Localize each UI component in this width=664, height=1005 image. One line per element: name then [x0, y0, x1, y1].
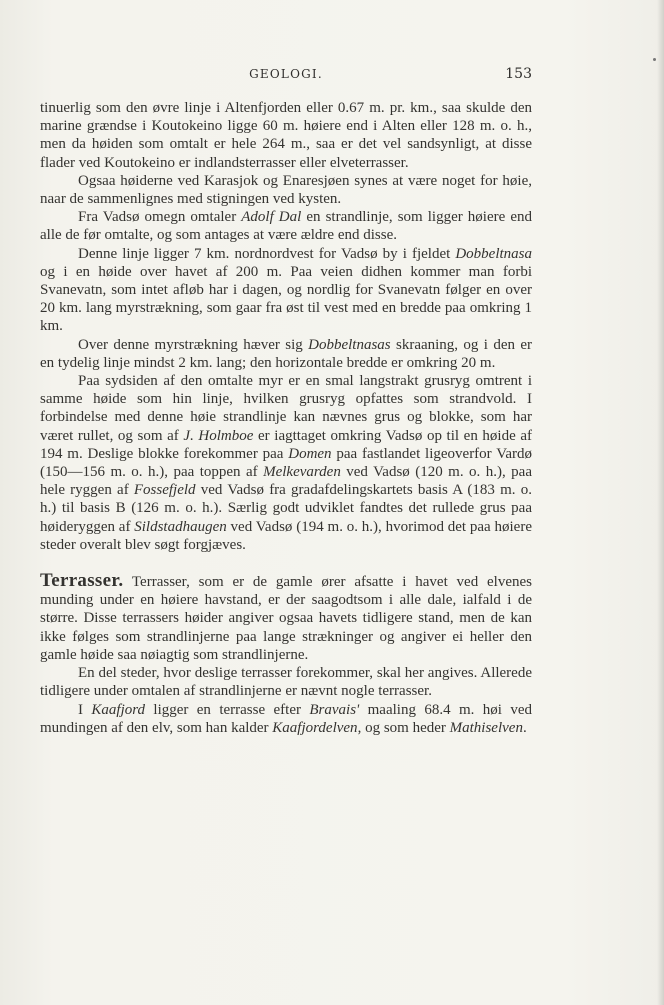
person-name: J. Holmboe [183, 427, 254, 444]
scan-speck [653, 58, 656, 61]
place-name: Sildstadhaugen [134, 518, 227, 535]
person-name: Adolf Dal [241, 209, 302, 226]
paragraph-continuation: tinuerlig som den øvre linje i Altenfjorden eller 0.67 m. pr. km., saa skulde den marine grændse i Koutokeino ligge 60 m. høiere end i Alten eller 128 m. o. h., men da høiden som omtalt er hele 264 m., saa er det vel sandsynligt, at disse flader ved Koutokeino er indlandsterrasser eller elveterrasser. [40, 100, 532, 171]
paragraph-steder: En del steder, hvor deslige terrasser forekommer, skal her angives. Allerede tidligere under omtalen af strandlinjerne er nævnt nogle terrasser. [40, 665, 532, 700]
paragraph-myrstraekning: Over denne myrstrækning hæver sig Dobbeltnasas skraaning, og i den er en tydelig linje mindst 2 km. lang; den horizontale bredde er omkring 20 m. [40, 336, 532, 371]
place-name: Mathiselven [449, 719, 523, 736]
place-name: Melkevarden [263, 464, 341, 481]
paragraph-vadso-intro: Fra Vadsø omegn omtaler Adolf Dal en strandlinje, som ligger høiere end alle de før omtalte, og som antages at være ældre end disse. [40, 209, 532, 244]
paragraph-dobbeltnasa: Denne linje ligger 7 km. nordnordvest for Vadsø by i fjeldet Dobbeltnasa og i en høide over havet af 200 m. Paa veien didhen kommer man forbi Svanevatn, som intet afløb har i dagen, og nordlig for Svanevatn følger en over 20 km. lang myrstrækning, som gaar fra øst til vest med en bredde paa omkring 1 km. [40, 245, 532, 335]
body-text [40, 99, 532, 737]
paragraph-kaafjord: I Kaafjord ligger en terrasse efter Bravais' maaling 68.4 m. høi ved mundingen af den elv, som han kalder Kaafjordelven, og som heder Mathiselven. [40, 701, 532, 736]
place-name: Domen [288, 445, 332, 462]
running-head: GEOLOGI. [249, 67, 323, 81]
place-name: Dobbeltnasas [308, 336, 391, 353]
place-name: Kaafjord [91, 701, 146, 718]
section-title: Terrasser. [40, 570, 124, 592]
place-name: Fossefjeld [133, 482, 196, 499]
person-name: Bravais' [309, 701, 360, 718]
paragraph-grusryg: Paa sydsiden af den omtalte myr er en smal langstrakt grusryg omtrent i samme høide som hin linje, hvilken grusryg opfattes som strandvold. I forbindelse med denne høie strandlinje kan nævnes grus og blokke, som har været rullet, og som af J. Holmboe er iagttaget omkring Vadsø op til en høide af 194 m. Deslige blokke forekommer paa Domen paa fastlandet ligeoverfor Vardø (150—156 m. o. h.), paa toppen af Melkevarden ved Vadsø (120 m. o. h.), paa hele ryggen af Fossefjeld ved Vadsø fra gradafdelingskartets basis A (183 m. o. h.) til basis B (126 m. o. h.). Særlig godt udviklet fandtes det rullede grus paa høideryggen af Sildstadhaugen ved Vadsø (194 m. o. h.), hvorimod det paa høiere steder overalt blev søgt forgjæves. [40, 373, 533, 553]
page-header [40, 67, 532, 87]
place-name: Kaafjordelven [272, 719, 358, 736]
place-name: Dobbeltnasa [455, 245, 532, 262]
page-number: 153 [505, 66, 532, 82]
paragraph-terrasser: Terrasser. Terrasser, som er de gamle ører afsatte i havet ved elvenes munding under en høiere havstand, er der saagodtsom i alle dale, ialfald i de større. Disse terrassers høider angiver ogsaa havets tidligere stand, men de kan ikke følges som strandlinjerne paa lange strækninger og angiver ei heller den gamle høide saa nøiagtig som strandlinjerne. [40, 570, 532, 663]
paragraph-karasjok: Ogsaa høiderne ved Karasjok og Enaresjøen synes at være noget for høie, naar de sammenlignes med stigningen ved kysten. [40, 172, 532, 208]
page-edge-shadow [657, 0, 664, 1005]
